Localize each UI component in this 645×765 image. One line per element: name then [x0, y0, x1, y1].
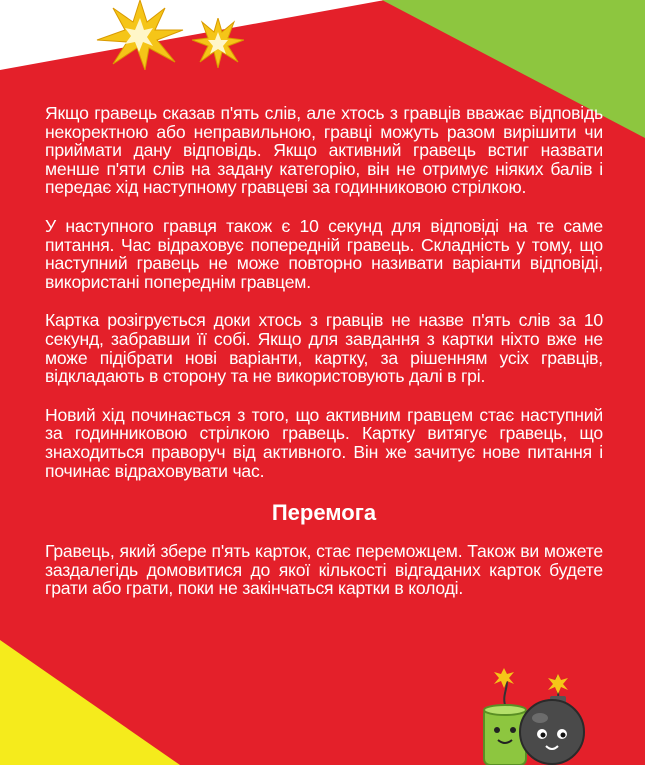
victory-heading: Перемога — [271, 500, 377, 526]
explosion-icon — [192, 18, 244, 68]
rules-text-block — [45, 104, 603, 618]
bomb-mascot-icon — [508, 674, 590, 765]
rules-paragraph-new-turn: Новий хід починається з того, що активним гравцем стає наступний за годинниковою стрілкою гравець. Картку витягує гравець, що знаходиться праворуч від активного. Він же зачитує нове питання і починає відраховувати час. — [45, 404, 603, 481]
rules-paragraph-next-player: У наступного гравця також є 10 секунд для відповіді на те саме питання. Час відраховує попередній гравець. Складність у тому, що наступний гравець не може повторно називати варіанти відповіді, використані попереднім гравцем. — [45, 215, 603, 292]
rules-paragraph-invalid-answer: Якщо гравець сказав п'ять слів, але хтось з гравців вважає відповідь некоректною або неправильною, гравці можуть разом вирішити чи приймати дану відповідь. Якщо активний гравець встиг назвати менше п'яти слів на задану категорію, він не отримує ніяких балів і передає хід наступному гравцеві за годинниковою стрілкою. — [45, 103, 603, 198]
yellow-corner — [0, 640, 180, 765]
rules-paragraph-card-play: Картка розігрується доки хтось з гравців не назве п'ять слів за 10 секунд, забравши її собі. Якщо для завдання з картки ніхто вже не може підібрати нові варіанти, картку, за рішенням усіх гравців, відкладають в сторону та не використовують далі в грі. — [45, 310, 603, 387]
victory-paragraph: Гравець, який збере п'ять карток, стає переможцем. Також ви можете заздалегідь домовитися до якої кількості відгаданих карток будете грати або грати, поки не закінчаться картки в колоді. — [45, 541, 603, 599]
explosion-icon — [95, 0, 185, 70]
